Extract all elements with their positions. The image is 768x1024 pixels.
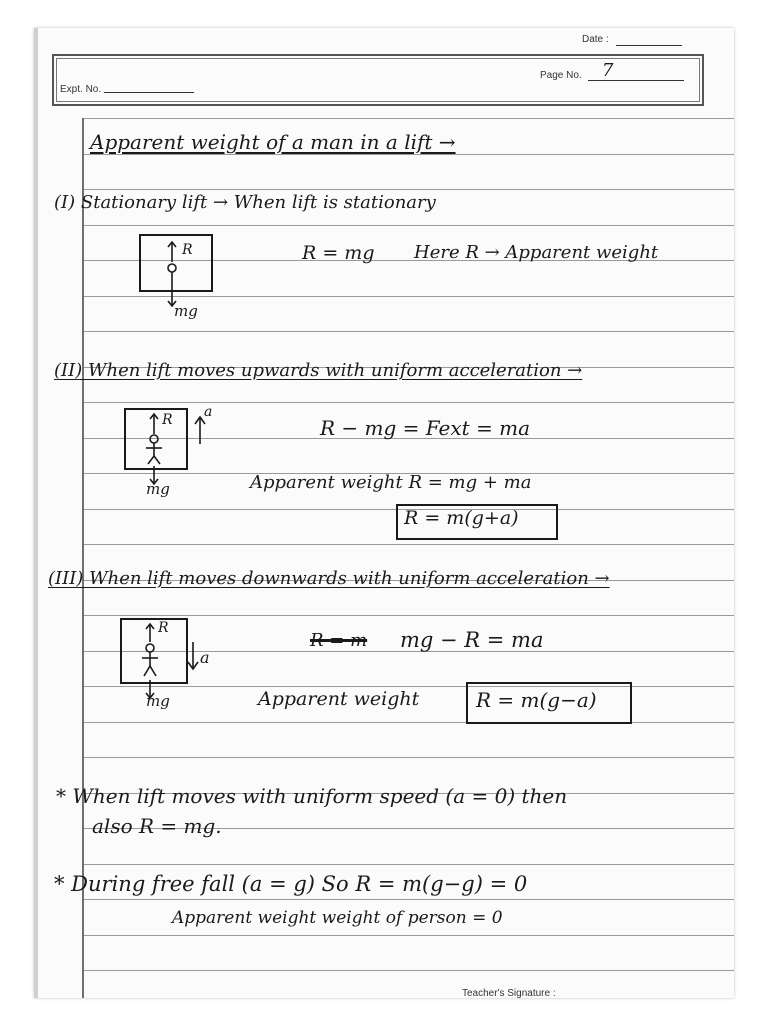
section-3-equation: mg − R = ma xyxy=(400,628,544,652)
date-label: Date : xyxy=(582,34,609,45)
force-r-label-1: R xyxy=(182,242,193,258)
acceleration-label-3: a xyxy=(200,648,210,667)
ruled-line xyxy=(84,118,734,119)
note-1-line-1: * When lift moves with uniform speed (a = 0) then xyxy=(56,784,568,808)
section-2-equation: R − mg = Fext = ma xyxy=(320,416,531,440)
force-r-label-2: R xyxy=(162,412,173,428)
struck-out-text: R = m xyxy=(310,630,368,651)
ruled-line xyxy=(84,189,734,190)
page-edge xyxy=(34,28,38,998)
note-2-line-1: * During free fall (a = g) So R = m(g−g) = 0 xyxy=(54,872,528,896)
ruled-line xyxy=(84,331,734,332)
page-label: Page No. xyxy=(540,70,582,81)
ruled-line xyxy=(84,757,734,758)
force-mg-label-1: mg xyxy=(174,302,198,320)
section-2-result: R = m(g+a) xyxy=(404,507,519,529)
force-mg-label-3: mg xyxy=(146,692,170,710)
ruled-line xyxy=(84,722,734,723)
date-blank xyxy=(616,45,682,46)
ruled-line xyxy=(84,402,734,403)
ruled-line xyxy=(84,864,734,865)
ruled-line xyxy=(84,970,734,971)
section-1-note: Here R → Apparent weight xyxy=(414,242,659,263)
section-3-result: R = m(g−a) xyxy=(476,688,597,712)
section-2-heading: (II) When lift moves upwards with uniform acceleration → xyxy=(54,360,583,381)
ruled-line xyxy=(84,225,734,226)
force-r-label-3: R xyxy=(158,620,169,636)
ruled-line xyxy=(84,899,734,900)
section-3-heading: (III) When lift moves downwards with uniform acceleration → xyxy=(48,568,610,589)
notes-title: Apparent weight of a man in a lift → xyxy=(90,130,456,154)
expt-blank xyxy=(104,92,194,93)
margin-line xyxy=(82,118,84,998)
ruled-line xyxy=(84,615,734,616)
ruled-line xyxy=(84,154,734,155)
notebook-page xyxy=(34,28,734,998)
section-3-equation-2: Apparent weight xyxy=(258,688,420,710)
section-2-equation-2: Apparent weight R = mg + ma xyxy=(250,472,532,493)
section-1-heading: (I) Stationary lift → When lift is stationary xyxy=(54,192,436,213)
ruled-line xyxy=(84,544,734,545)
note-1-line-2: also R = mg. xyxy=(92,814,222,838)
ruled-line xyxy=(84,935,734,936)
acceleration-label-2: a xyxy=(204,404,213,420)
force-mg-label-2: mg xyxy=(146,480,170,498)
section-1-equation: R = mg xyxy=(302,242,375,264)
page-number: 7 xyxy=(602,60,614,81)
expt-label: Expt. No. xyxy=(60,84,102,95)
acceleration-down-arrow xyxy=(186,640,200,672)
note-2-line-2: Apparent weight weight of person = 0 xyxy=(172,908,503,928)
ruled-line xyxy=(84,686,734,687)
teacher-signature-label: Teacher's Signature : xyxy=(462,988,556,998)
